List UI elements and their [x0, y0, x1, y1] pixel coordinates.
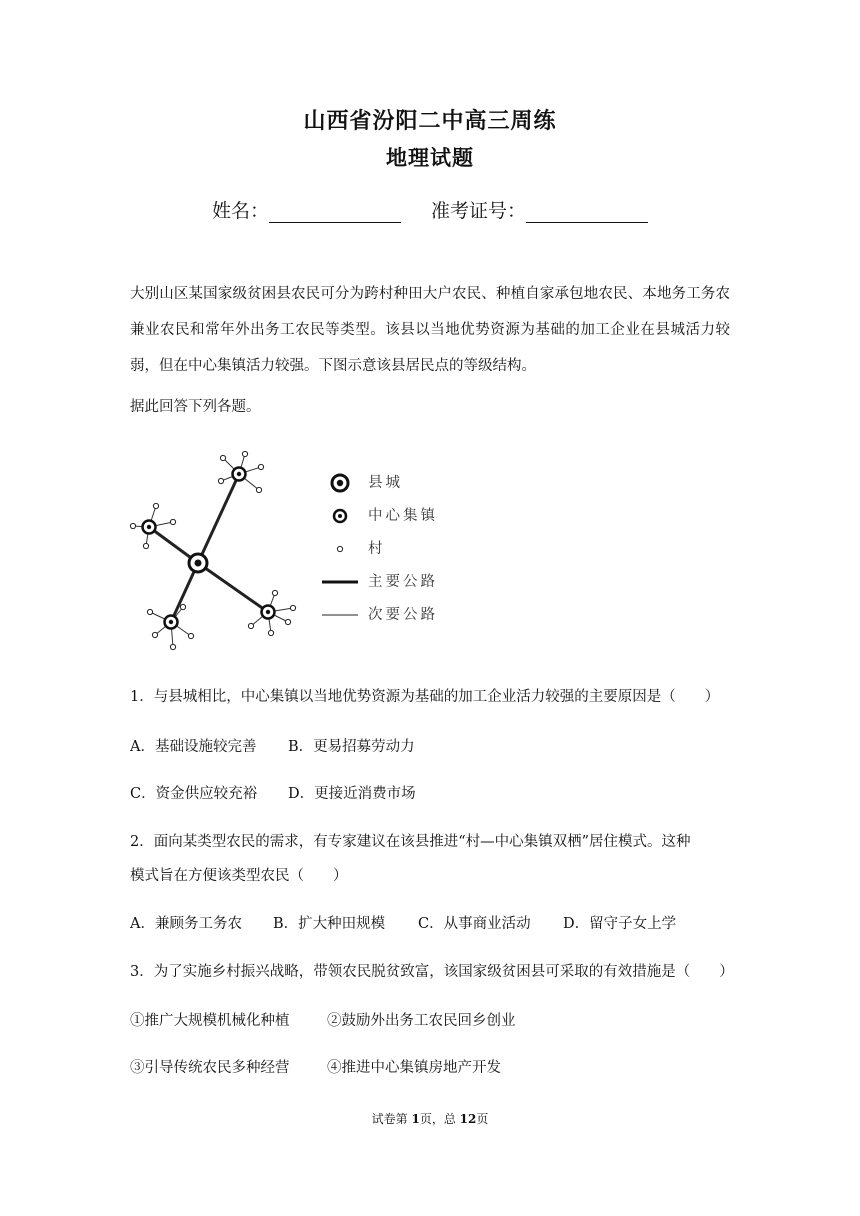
option-c[interactable]: C．从事商业活动 [418, 916, 531, 932]
legend-label: 次要公路 [368, 607, 438, 623]
question-1-options-row-1 [130, 735, 415, 756]
footer-suffix: 页 [476, 1112, 489, 1126]
central-town-marker [165, 616, 178, 629]
village-marker [153, 503, 158, 508]
total-pages: 12 [459, 1112, 477, 1126]
option-d[interactable]: D．更接近消费市场 [288, 786, 416, 802]
village-marker [268, 630, 273, 635]
id-label: 准考证号： [431, 200, 527, 222]
option-c[interactable]: C．资金供应较充裕 [130, 786, 258, 802]
village-icon [322, 539, 358, 559]
option-b[interactable]: B．更易招募劳动力 [288, 739, 415, 755]
village-marker [220, 455, 225, 460]
question-3-items-row-1 [130, 1009, 516, 1030]
option-a[interactable]: A．兼顾务工务农 [130, 916, 242, 932]
central-town-marker [233, 468, 246, 481]
legend-label: 县城 [368, 475, 403, 491]
central-town-marker [143, 521, 156, 534]
statement-3: ③引导传统农民多种经营 [130, 1060, 290, 1076]
legend-label: 村 [368, 541, 386, 557]
footer-prefix: 试卷第 [371, 1112, 412, 1126]
main-road [198, 474, 239, 563]
main-roads [149, 474, 268, 622]
central-town-icon [322, 506, 358, 526]
exam-subtitle: 地理试题 [386, 146, 474, 170]
secondary-road-icon [322, 605, 358, 625]
village-marker [258, 464, 263, 469]
option-a[interactable]: A．基础设施较完善 [130, 739, 257, 755]
name-label: 姓名： [211, 200, 269, 222]
village-marker [152, 632, 157, 637]
legend-label: 中心集镇 [368, 508, 438, 524]
main-road-icon [322, 572, 358, 592]
village-marker [218, 478, 223, 483]
villages [130, 451, 295, 649]
village-marker [180, 604, 185, 609]
settlement-hierarchy-figure [125, 448, 455, 658]
page-footer [0, 1110, 860, 1127]
county-seat-marker [189, 554, 207, 572]
village-marker [290, 605, 295, 610]
question-2-stem-line-1: 2．面向某类型农民的需求，有专家建议在该县推进“村—中心集镇双栖”居住模式。这种 [130, 834, 691, 850]
village-marker [188, 633, 193, 638]
village-marker [256, 487, 261, 492]
question-3-stem: 3．为了实施乡村振兴战略，带领农民脱贫致富，该国家级贫困县可采取的有效措施是（ ） [130, 964, 734, 980]
county-seat-icon [322, 473, 358, 493]
main-road [198, 563, 268, 612]
question-3-items-row-2 [130, 1056, 501, 1077]
question-1-stem: 1．与县城相比，中心集镇以当地优势资源为基础的加工企业活力较强的主要原因是（ ） [130, 689, 720, 705]
intro-prompt: 据此回答下列各题。 [130, 399, 261, 415]
village-marker [248, 623, 253, 628]
village-marker [272, 590, 277, 595]
village-marker [285, 619, 290, 624]
statement-4: ④推进中心集镇房地产开发 [327, 1060, 501, 1076]
footer-middle: 页，总 [419, 1112, 460, 1126]
question-1-options-row-2 [130, 782, 416, 803]
option-d[interactable]: D．留守子女上学 [563, 916, 677, 932]
statement-1: ①推广大规模机械化种植 [130, 1013, 290, 1029]
candidate-info-row [0, 196, 860, 223]
village-marker [130, 523, 135, 528]
legend-label: 主要公路 [368, 574, 438, 590]
central-town-marker [262, 606, 275, 619]
statement-2: ②鼓励外出务工农民回乡创业 [327, 1013, 516, 1029]
intro-paragraph: 大别山区某国家级贫困县农民可分为跨村种田大户农民、种植自家承包地农民、本地务工务农兼业农民和常年外出务工农民等类型。该县以当地优势资源为基础的加工企业在县城活力较弱，但在中心集镇活力较强。下图示意该县居民点的等级结构。 [130, 286, 730, 374]
village-marker [170, 519, 175, 524]
exam-title: 山西省汾阳二中高三周练 [303, 109, 557, 134]
id-blank[interactable] [526, 200, 648, 223]
village-marker [147, 609, 152, 614]
page-number: 1 [411, 1112, 420, 1126]
name-blank[interactable] [269, 200, 401, 223]
option-b[interactable]: B．扩大种田规模 [273, 916, 386, 932]
question-2-stem-line-2: 模式旨在方便该类型农民（ ） [130, 868, 348, 884]
question-2-options [130, 912, 676, 933]
village-marker [242, 451, 247, 456]
village-marker [170, 644, 175, 649]
village-marker [143, 543, 148, 548]
